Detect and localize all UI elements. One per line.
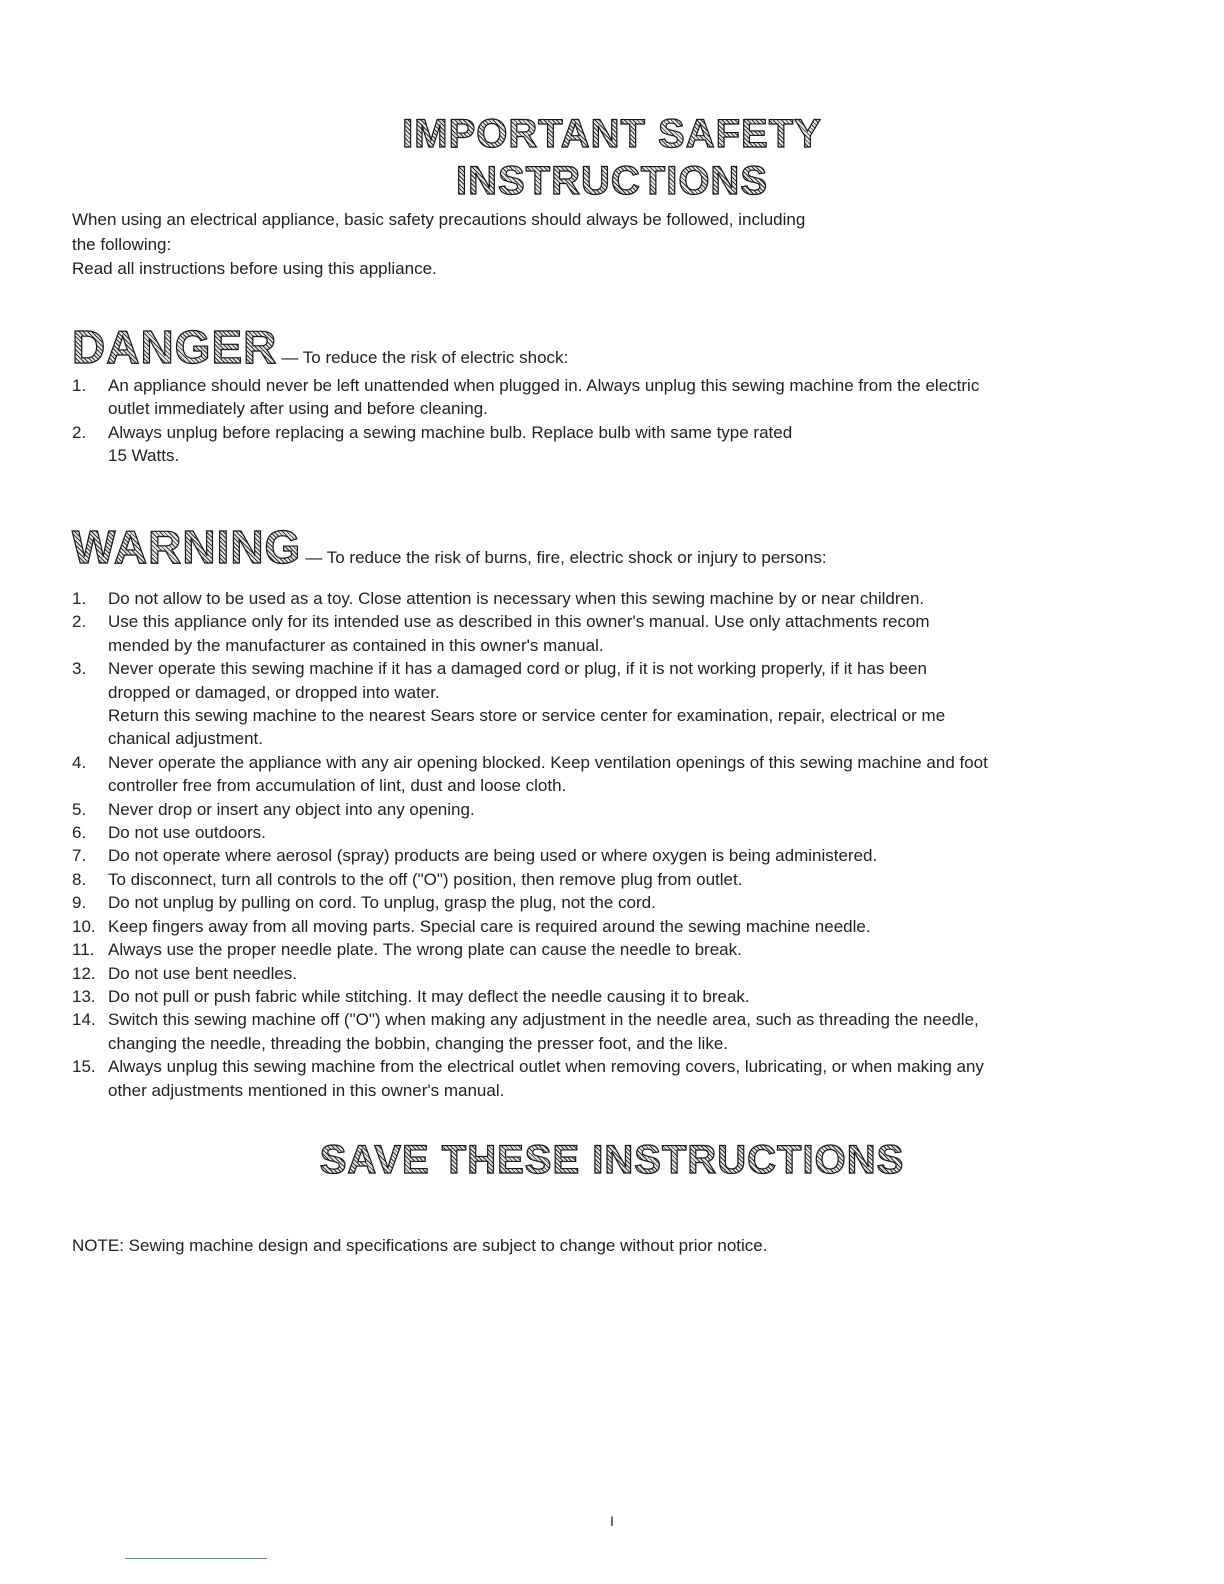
list-item-number: 9.: [72, 893, 87, 913]
list-item-number: 6.: [72, 823, 87, 843]
list-item-number: 4.: [72, 752, 87, 772]
list-item-number: 3.: [72, 659, 87, 679]
list-item: [72, 657, 1132, 751]
list-item-line: other adjustments mentioned in this owner's manual.: [108, 1080, 505, 1100]
list-item-line: Switch this sewing machine off ("O") when making any adjustment in the needle area, such as threading the needle,: [108, 1010, 979, 1030]
list-item-number: 1.: [72, 376, 87, 395]
list-item-line: Do not allow to be used as a toy. Close attention is necessary when this sewing machine by or near children.: [108, 589, 925, 608]
list-item-line: dropped or damaged, or dropped into water.: [108, 682, 440, 702]
list-item-number: 15.: [72, 1057, 96, 1077]
list-item-number: 11.: [72, 940, 95, 960]
list-item-line: controller free from accumulation of lint, dust and loose cloth.: [108, 776, 567, 796]
list-item: [72, 821, 1132, 844]
list-item-line: Always use the proper needle plate. The wrong plate can cause the needle to break.: [108, 940, 742, 960]
intro-line: When using an electrical appliance, basic safety precautions should always be followed, including: [72, 210, 806, 229]
list-item-line: Do not use bent needles.: [108, 963, 298, 983]
list-item-line: Return this sewing machine to the nearest Sears store or service center for examination, repair, electrical or me: [108, 706, 946, 726]
list-item-line: Do not operate where aerosol (spray) products are being used or where oxygen is being administered.: [108, 846, 878, 866]
list-item-line: Do not use outdoors.: [108, 823, 266, 843]
list-item-line: To disconnect, turn all controls to the off ("O") position, then remove plug from outlet.: [108, 869, 743, 889]
list-item: [72, 868, 1132, 891]
page-title-line-2: INSTRUCTIONS: [0, 157, 1224, 205]
list-item-line: Do not unplug by pulling on cord. To unplug, grasp the plug, not the cord.: [108, 893, 656, 913]
list-item: [72, 915, 1132, 938]
list-item-line: Keep fingers away from all moving parts. Special care is required around the sewing machine needle.: [108, 916, 871, 936]
save-instructions-title: SAVE THESE INSTRUCTIONS: [0, 1136, 1224, 1184]
list-item-line: Always unplug this sewing machine from the electrical outlet when removing covers, lubricating, or when making any: [108, 1057, 984, 1077]
list-item: [72, 587, 1132, 610]
warning-list: [72, 587, 1132, 1102]
intro-paragraph: [72, 208, 1152, 282]
list-item: [72, 844, 1132, 867]
list-item-line: mended by the manufacturer as contained in this owner's manual.: [108, 635, 604, 655]
page-title-line-1: IMPORTANT SAFETY: [0, 110, 1224, 158]
list-item: [72, 962, 1132, 985]
list-item-line: outlet immediately after using and before cleaning.: [108, 399, 488, 419]
intro-line: Read all instructions before using this appliance.: [72, 259, 437, 278]
footer-rule: [125, 1558, 267, 1559]
intro-line: the following:: [72, 234, 172, 254]
list-item: [72, 891, 1132, 914]
list-item: [72, 1055, 1132, 1102]
list-item-number: 5.: [72, 799, 87, 819]
danger-title: DANGER: [72, 321, 278, 373]
list-item-number: 14.: [72, 1010, 96, 1030]
warning-subtitle: — To reduce the risk of burns, fire, electric shock or injury to persons:: [305, 548, 827, 567]
list-item-number: 2.: [72, 422, 87, 442]
list-item: [72, 798, 1132, 821]
list-item: [72, 751, 1132, 798]
list-item-line: Never drop or insert any object into any opening.: [108, 799, 475, 819]
danger-list: [72, 374, 1132, 468]
list-item-number: 12.: [72, 963, 96, 983]
list-item: [72, 421, 1132, 468]
list-item: [72, 374, 1132, 421]
list-item: [72, 938, 1132, 961]
danger-heading: [72, 322, 568, 372]
list-item-number: 2.: [72, 612, 87, 632]
list-item: [72, 610, 1132, 657]
list-item-number: 8.: [72, 869, 87, 889]
list-item: [72, 1008, 1132, 1055]
list-item-number: 13.: [72, 986, 96, 1006]
list-item-number: 7.: [72, 846, 87, 866]
list-item-number: 10.: [72, 916, 96, 936]
note-text: NOTE: Sewing machine design and specifications are subject to change without prior notice.: [72, 1236, 768, 1255]
list-item-line: An appliance should never be left unattended when plugged in. Always unplug this sewing machine from the electric: [108, 376, 980, 395]
list-item-line: Never operate this sewing machine if it has a damaged cord or plug, if it is not working properly, if it has been: [108, 659, 927, 679]
list-item-line: Always unplug before replacing a sewing machine bulb. Replace bulb with same type rated: [108, 422, 793, 442]
list-item: [72, 985, 1132, 1008]
list-item-line: Never operate the appliance with any air opening blocked. Keep ventilation openings of this sewing machine and foot: [108, 752, 988, 772]
list-item-line: 15 Watts.: [108, 446, 180, 466]
warning-heading: [72, 522, 827, 572]
danger-subtitle: — To reduce the risk of electric shock:: [281, 348, 569, 367]
list-item-line: Use this appliance only for its intended use as described in this owner's manual. Use only attachments recom: [108, 612, 930, 632]
list-item-line: changing the needle, threading the bobbin, changing the presser foot, and the like.: [108, 1033, 729, 1053]
warning-title: WARNING: [72, 521, 302, 573]
list-item-line: Do not pull or push fabric while stitching. It may deflect the needle causing it to break.: [108, 986, 750, 1006]
list-item-number: 1.: [72, 589, 87, 608]
page-number: I: [610, 1513, 614, 1529]
list-item-line: chanical adjustment.: [108, 729, 263, 749]
